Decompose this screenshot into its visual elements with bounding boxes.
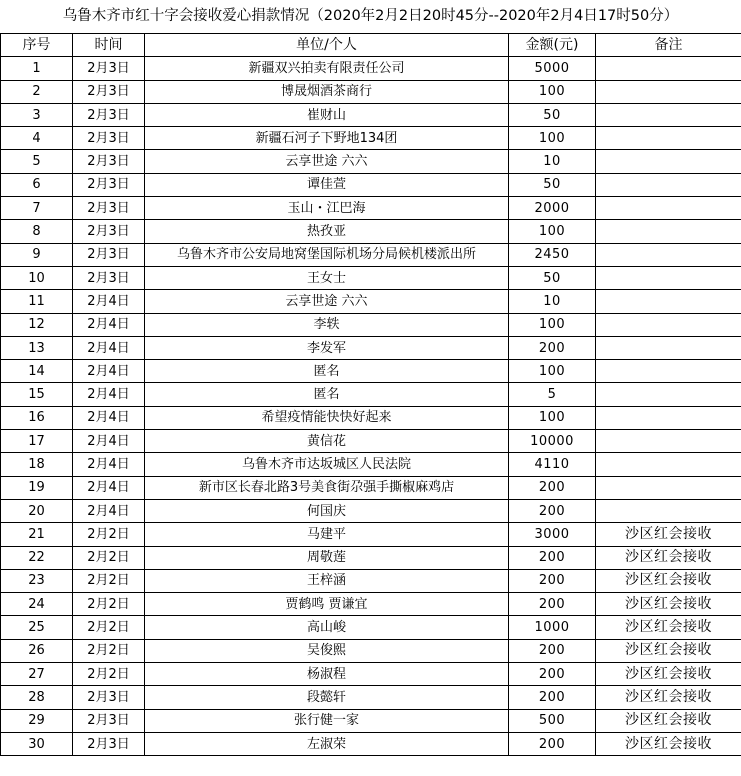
- table-row: [1, 57, 741, 80]
- cell-amount[interactable]: 200: [509, 732, 596, 755]
- cell-seq[interactable]: 2: [1, 80, 73, 103]
- cell-note[interactable]: 沙区红会接收: [596, 569, 741, 592]
- table-row: [1, 593, 741, 616]
- cell-donor[interactable]: 左淑荣: [145, 732, 509, 755]
- cell-amount[interactable]: 1000: [509, 616, 596, 639]
- table-row: [1, 476, 741, 499]
- cell-donor[interactable]: 乌鲁木齐市公安局地窝堡国际机场分局候机楼派出所: [145, 243, 509, 266]
- cell-amount[interactable]: 50: [509, 266, 596, 289]
- cell-seq[interactable]: 7: [1, 197, 73, 220]
- cell-seq[interactable]: 22: [1, 546, 73, 569]
- cell-donor[interactable]: 崔财山: [145, 103, 509, 126]
- cell-amount[interactable]: 5: [509, 383, 596, 406]
- cell-time[interactable]: 2月2日: [73, 569, 145, 592]
- table-row: [1, 406, 741, 429]
- cell-donor[interactable]: 何国庆: [145, 499, 509, 522]
- cell-seq[interactable]: 5: [1, 150, 73, 173]
- cell-donor[interactable]: 新疆石河子下野地134团: [145, 127, 509, 150]
- cell-time[interactable]: 2月4日: [73, 383, 145, 406]
- cell-seq[interactable]: 17: [1, 430, 73, 453]
- cell-time[interactable]: 2月3日: [73, 709, 145, 732]
- cell-time[interactable]: 2月2日: [73, 616, 145, 639]
- cell-time[interactable]: 2月2日: [73, 663, 145, 686]
- cell-amount[interactable]: 100: [509, 127, 596, 150]
- cell-donor[interactable]: 周敬莲: [145, 546, 509, 569]
- cell-donor[interactable]: 王女士: [145, 266, 509, 289]
- cell-note[interactable]: 沙区红会接收: [596, 732, 741, 755]
- cell-seq[interactable]: 10: [1, 266, 73, 289]
- cell-donor[interactable]: 匿名: [145, 383, 509, 406]
- cell-donor[interactable]: 云享世途 六六: [145, 150, 509, 173]
- cell-seq[interactable]: 8: [1, 220, 73, 243]
- cell-time[interactable]: 2月4日: [73, 336, 145, 359]
- table-row: [1, 127, 741, 150]
- cell-note[interactable]: [596, 499, 741, 522]
- cell-note[interactable]: [596, 290, 741, 313]
- cell-amount[interactable]: 5000: [509, 57, 596, 80]
- cell-donor[interactable]: 云享世途 六六: [145, 290, 509, 313]
- table-row: [1, 243, 741, 266]
- cell-donor[interactable]: 高山峻: [145, 616, 509, 639]
- cell-time[interactable]: 2月3日: [73, 173, 145, 196]
- cell-seq[interactable]: 16: [1, 406, 73, 429]
- cell-seq[interactable]: 29: [1, 709, 73, 732]
- table-row: [1, 709, 741, 732]
- cell-amount[interactable]: 4110: [509, 453, 596, 476]
- cell-seq[interactable]: 23: [1, 569, 73, 592]
- cell-amount[interactable]: 200: [509, 499, 596, 522]
- cell-donor[interactable]: 李发军: [145, 336, 509, 359]
- cell-amount[interactable]: 500: [509, 709, 596, 732]
- table-row: [1, 220, 741, 243]
- cell-note[interactable]: [596, 430, 741, 453]
- cell-amount[interactable]: 100: [509, 313, 596, 336]
- cell-amount[interactable]: 200: [509, 546, 596, 569]
- cell-donor[interactable]: 黄信花: [145, 430, 509, 453]
- cell-amount[interactable]: 10000: [509, 430, 596, 453]
- cell-seq[interactable]: 28: [1, 686, 73, 709]
- header-donor[interactable]: 单位/个人: [145, 34, 509, 57]
- cell-note[interactable]: 沙区红会接收: [596, 616, 741, 639]
- table-row: [1, 453, 741, 476]
- cell-note[interactable]: 沙区红会接收: [596, 523, 741, 546]
- cell-note[interactable]: [596, 197, 741, 220]
- cell-note[interactable]: [596, 336, 741, 359]
- cell-seq[interactable]: 24: [1, 593, 73, 616]
- cell-time[interactable]: 2月2日: [73, 639, 145, 662]
- cell-time[interactable]: 2月2日: [73, 593, 145, 616]
- cell-donor[interactable]: 张行健一家: [145, 709, 509, 732]
- cell-donor[interactable]: 马建平: [145, 523, 509, 546]
- cell-seq[interactable]: 15: [1, 383, 73, 406]
- cell-note[interactable]: [596, 103, 741, 126]
- cell-time[interactable]: 2月3日: [73, 150, 145, 173]
- table-row: [1, 686, 741, 709]
- cell-note[interactable]: [596, 243, 741, 266]
- cell-seq[interactable]: 26: [1, 639, 73, 662]
- cell-time[interactable]: 2月3日: [73, 732, 145, 755]
- cell-time[interactable]: 2月3日: [73, 266, 145, 289]
- cell-time[interactable]: 2月2日: [73, 546, 145, 569]
- cell-donor[interactable]: 段懿轩: [145, 686, 509, 709]
- cell-amount[interactable]: 100: [509, 406, 596, 429]
- cell-note[interactable]: [596, 57, 741, 80]
- cell-time[interactable]: 2月4日: [73, 453, 145, 476]
- cell-time[interactable]: 2月4日: [73, 430, 145, 453]
- header-note[interactable]: 备注: [596, 34, 741, 57]
- table-row: [1, 336, 741, 359]
- cell-seq[interactable]: 12: [1, 313, 73, 336]
- table-row: [1, 569, 741, 592]
- cell-time[interactable]: 2月4日: [73, 476, 145, 499]
- cell-time[interactable]: 2月2日: [73, 523, 145, 546]
- cell-seq[interactable]: 18: [1, 453, 73, 476]
- table-row: [1, 360, 741, 383]
- cell-time[interactable]: 2月4日: [73, 360, 145, 383]
- cell-donor[interactable]: 博晟烟酒茶商行: [145, 80, 509, 103]
- cell-amount[interactable]: 200: [509, 336, 596, 359]
- cell-seq[interactable]: 11: [1, 290, 73, 313]
- cell-amount[interactable]: 100: [509, 360, 596, 383]
- cell-note[interactable]: 沙区红会接收: [596, 709, 741, 732]
- cell-note[interactable]: 沙区红会接收: [596, 639, 741, 662]
- cell-donor[interactable]: 贾鹤鸣 贾谦宜: [145, 593, 509, 616]
- cell-seq[interactable]: 3: [1, 103, 73, 126]
- cell-note[interactable]: 沙区红会接收: [596, 663, 741, 686]
- cell-amount[interactable]: 200: [509, 686, 596, 709]
- table-row: [1, 732, 741, 755]
- cell-seq[interactable]: 30: [1, 732, 73, 755]
- cell-donor[interactable]: 玉山・江巴海: [145, 197, 509, 220]
- cell-amount[interactable]: 10: [509, 290, 596, 313]
- cell-amount[interactable]: 200: [509, 593, 596, 616]
- cell-note[interactable]: [596, 476, 741, 499]
- cell-time[interactable]: 2月3日: [73, 197, 145, 220]
- table-row: [1, 266, 741, 289]
- header-amount[interactable]: 金额(元): [509, 34, 596, 57]
- cell-donor[interactable]: 王梓涵: [145, 569, 509, 592]
- cell-note[interactable]: [596, 313, 741, 336]
- cell-amount[interactable]: 50: [509, 103, 596, 126]
- cell-seq[interactable]: 27: [1, 663, 73, 686]
- cell-donor[interactable]: 谭佳萱: [145, 173, 509, 196]
- cell-time[interactable]: 2月4日: [73, 499, 145, 522]
- cell-donor[interactable]: 李轶: [145, 313, 509, 336]
- cell-amount[interactable]: 2450: [509, 243, 596, 266]
- cell-donor[interactable]: 杨淑程: [145, 663, 509, 686]
- cell-time[interactable]: 2月4日: [73, 290, 145, 313]
- cell-note[interactable]: [596, 453, 741, 476]
- cell-seq[interactable]: 20: [1, 499, 73, 522]
- cell-note[interactable]: [596, 220, 741, 243]
- donation-table: [0, 33, 741, 756]
- cell-amount[interactable]: 100: [509, 80, 596, 103]
- cell-amount[interactable]: 200: [509, 639, 596, 662]
- cell-time[interactable]: 2月3日: [73, 127, 145, 150]
- table-row: [1, 80, 741, 103]
- cell-seq[interactable]: 13: [1, 336, 73, 359]
- cell-time[interactable]: 2月3日: [73, 103, 145, 126]
- table-row: [1, 523, 741, 546]
- cell-amount[interactable]: 200: [509, 663, 596, 686]
- cell-seq[interactable]: 21: [1, 523, 73, 546]
- table-row: [1, 290, 741, 313]
- cell-seq[interactable]: 14: [1, 360, 73, 383]
- cell-note[interactable]: [596, 406, 741, 429]
- cell-donor[interactable]: 新市区长春北路3号美食街尕强手撕椒麻鸡店: [145, 476, 509, 499]
- cell-amount[interactable]: 200: [509, 476, 596, 499]
- table-row: [1, 173, 741, 196]
- table-row: [1, 639, 741, 662]
- cell-donor[interactable]: 匿名: [145, 360, 509, 383]
- cell-time[interactable]: 2月3日: [73, 243, 145, 266]
- cell-amount[interactable]: 200: [509, 569, 596, 592]
- cell-seq[interactable]: 25: [1, 616, 73, 639]
- cell-note[interactable]: [596, 150, 741, 173]
- cell-donor[interactable]: 乌鲁木齐市达坂城区人民法院: [145, 453, 509, 476]
- table-row: [1, 546, 741, 569]
- cell-donor[interactable]: 新疆双兴拍卖有限责任公司: [145, 57, 509, 80]
- cell-amount[interactable]: 100: [509, 220, 596, 243]
- cell-note[interactable]: [596, 360, 741, 383]
- cell-amount[interactable]: 3000: [509, 523, 596, 546]
- cell-seq[interactable]: 19: [1, 476, 73, 499]
- table-row: [1, 663, 741, 686]
- header-row: [1, 34, 741, 57]
- cell-amount[interactable]: 2000: [509, 197, 596, 220]
- table-row: [1, 103, 741, 126]
- table-row: [1, 313, 741, 336]
- cell-note[interactable]: [596, 383, 741, 406]
- table-row: [1, 499, 741, 522]
- cell-amount[interactable]: 10: [509, 150, 596, 173]
- cell-note[interactable]: 沙区红会接收: [596, 686, 741, 709]
- cell-note[interactable]: 沙区红会接收: [596, 593, 741, 616]
- cell-time[interactable]: 2月3日: [73, 80, 145, 103]
- table-row: [1, 430, 741, 453]
- cell-note[interactable]: [596, 127, 741, 150]
- header-time[interactable]: 时间: [73, 34, 145, 57]
- sheet-title: 乌鲁木齐市红十字会接收爱心捐款情况（2020年2月2日20时45分--2020年2月4日17时50分）: [62, 8, 679, 24]
- cell-note[interactable]: [596, 173, 741, 196]
- table-row: [1, 150, 741, 173]
- cell-amount[interactable]: 50: [509, 173, 596, 196]
- cell-seq[interactable]: 4: [1, 127, 73, 150]
- cell-note[interactable]: [596, 80, 741, 103]
- cell-time[interactable]: 2月3日: [73, 220, 145, 243]
- cell-note[interactable]: [596, 266, 741, 289]
- cell-seq[interactable]: 9: [1, 243, 73, 266]
- cell-donor[interactable]: 热孜亚: [145, 220, 509, 243]
- table-row: [1, 197, 741, 220]
- cell-seq[interactable]: 1: [1, 57, 73, 80]
- cell-donor[interactable]: 吴俊熙: [145, 639, 509, 662]
- cell-donor[interactable]: 希望疫情能快快好起来: [145, 406, 509, 429]
- header-seq[interactable]: 序号: [1, 34, 73, 57]
- cell-time[interactable]: 2月4日: [73, 313, 145, 336]
- cell-time[interactable]: 2月4日: [73, 406, 145, 429]
- table-row: [1, 616, 741, 639]
- cell-seq[interactable]: 6: [1, 173, 73, 196]
- cell-time[interactable]: 2月3日: [73, 57, 145, 80]
- cell-note[interactable]: 沙区红会接收: [596, 546, 741, 569]
- cell-time[interactable]: 2月3日: [73, 686, 145, 709]
- table-row: [1, 383, 741, 406]
